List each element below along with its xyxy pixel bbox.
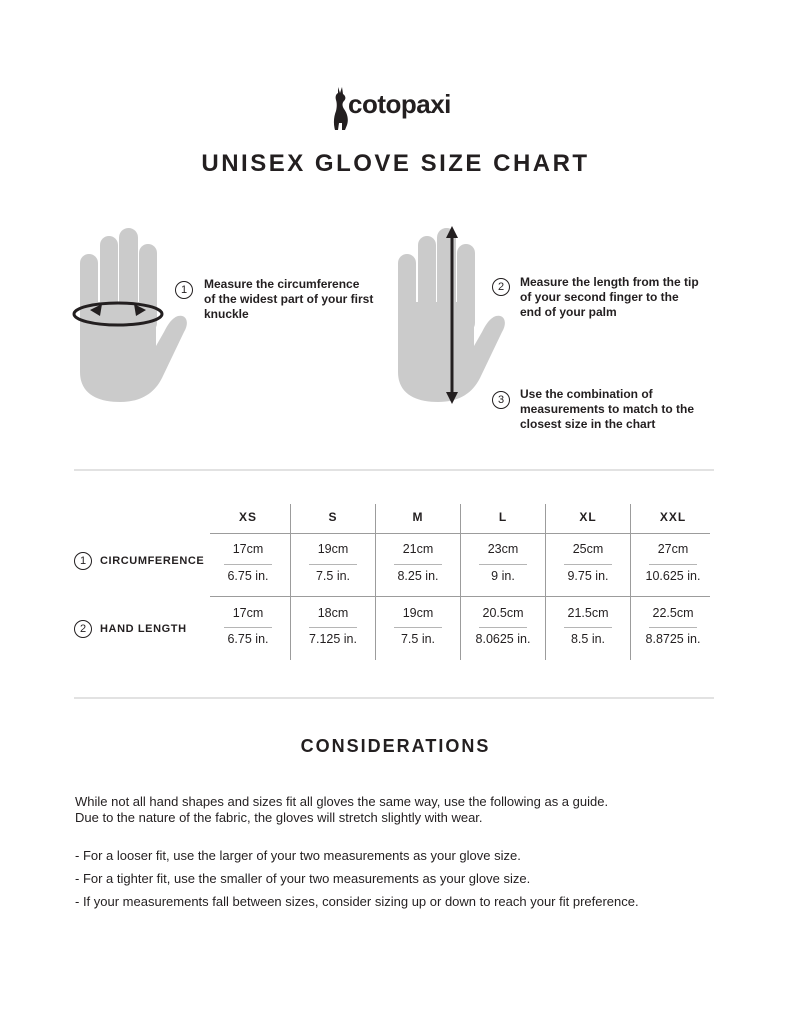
cell-length-in-xs: 6.75 in.	[227, 632, 269, 646]
cell-divider	[309, 627, 357, 628]
step-2-number: 2	[492, 278, 510, 296]
cell-divider	[224, 564, 272, 565]
cell-circ-in-m: 8.25 in.	[397, 569, 439, 583]
cell-length-cm-m: 19cm	[402, 606, 434, 620]
cell-divider	[564, 564, 612, 565]
cell-length-in-xl: 8.5 in.	[570, 632, 606, 646]
row-label-circumference: CIRCUMFERENCE	[100, 555, 205, 567]
size-header-m: M	[412, 510, 424, 524]
step-1-text: Measure the circumference of the widest part of your first knuckle	[204, 277, 374, 321]
cell-circ-cm-xxl: 27cm	[657, 542, 689, 556]
size-header-s: S	[328, 510, 338, 524]
step-3-number: 3	[492, 391, 510, 409]
cell-circ-cm-m: 21cm	[402, 542, 434, 556]
cell-divider	[649, 564, 697, 565]
brand-logo	[330, 85, 470, 133]
size-header-xs: XS	[238, 510, 257, 524]
cell-length-cm-xxl: 22.5cm	[652, 606, 694, 620]
cell-divider	[649, 627, 697, 628]
cell-circ-cm-xl: 25cm	[572, 542, 604, 556]
considerations-intro-line-2: Due to the nature of the fabric, the gloves will stretch slightly with wear.	[75, 810, 483, 825]
row-1-number: 1	[74, 552, 92, 570]
cell-divider	[479, 564, 527, 565]
cell-circ-in-xxl: 10.625 in.	[645, 569, 701, 583]
considerations-title: CONSIDERATIONS	[300, 736, 491, 756]
cell-length-in-l: 8.0625 in.	[475, 632, 531, 646]
size-header-xl: XL	[579, 510, 597, 524]
hand-length-icon	[386, 222, 511, 407]
cell-length-in-xxl: 8.8725 in.	[645, 632, 701, 646]
step-2-text: Measure the length from the tip of your second finger to the end of your palm	[520, 275, 699, 319]
cell-circ-in-xs: 6.75 in.	[227, 569, 269, 583]
cell-length-cm-xs: 17cm	[232, 606, 264, 620]
brand-name: cotopaxi	[348, 89, 451, 119]
cell-divider	[479, 627, 527, 628]
cell-length-cm-l: 20.5cm	[482, 606, 524, 620]
cell-divider	[564, 627, 612, 628]
row-divider	[210, 533, 710, 534]
row-label-hand-length: HAND LENGTH	[100, 623, 187, 635]
row-2-number: 2	[74, 620, 92, 638]
cell-length-cm-xl: 21.5cm	[567, 606, 609, 620]
step-1-number: 1	[175, 281, 193, 299]
considerations-intro-line-1: While not all hand shapes and sizes fit all gloves the same way, use the following as a guide.	[75, 794, 609, 809]
cell-circ-cm-l: 23cm	[487, 542, 519, 556]
divider-bottom	[74, 697, 714, 699]
page-title: UNISEX GLOVE SIZE CHART	[201, 150, 590, 177]
considerations-bullet: - For a tighter fit, use the smaller of your two measurements as your glove size.	[75, 871, 531, 886]
considerations-bullet: - For a looser fit, use the larger of your two measurements as your glove size.	[75, 848, 521, 863]
cell-divider	[309, 564, 357, 565]
cell-circ-in-s: 7.5 in.	[315, 569, 351, 583]
cell-divider	[224, 627, 272, 628]
cell-length-cm-s: 18cm	[317, 606, 349, 620]
size-header-xxl: XXL	[659, 510, 687, 524]
cell-circ-in-l: 9 in.	[491, 569, 515, 583]
size-header-l: L	[498, 510, 508, 524]
hand-circumference-icon	[68, 222, 193, 407]
cell-circ-cm-s: 19cm	[317, 542, 349, 556]
cell-length-in-m: 7.5 in.	[400, 632, 436, 646]
row-divider	[210, 596, 710, 597]
cell-divider	[394, 627, 442, 628]
divider-top	[74, 469, 714, 471]
cell-circ-in-xl: 9.75 in.	[567, 569, 609, 583]
cell-length-in-s: 7.125 in.	[309, 632, 357, 646]
cell-divider	[394, 564, 442, 565]
cell-circ-cm-xs: 17cm	[232, 542, 264, 556]
step-3-text: Use the combination of measurements to match to the closest size in the chart	[520, 387, 695, 431]
considerations-bullet: - If your measurements fall between sizes, consider sizing up or down to reach your fit preference.	[75, 894, 639, 909]
